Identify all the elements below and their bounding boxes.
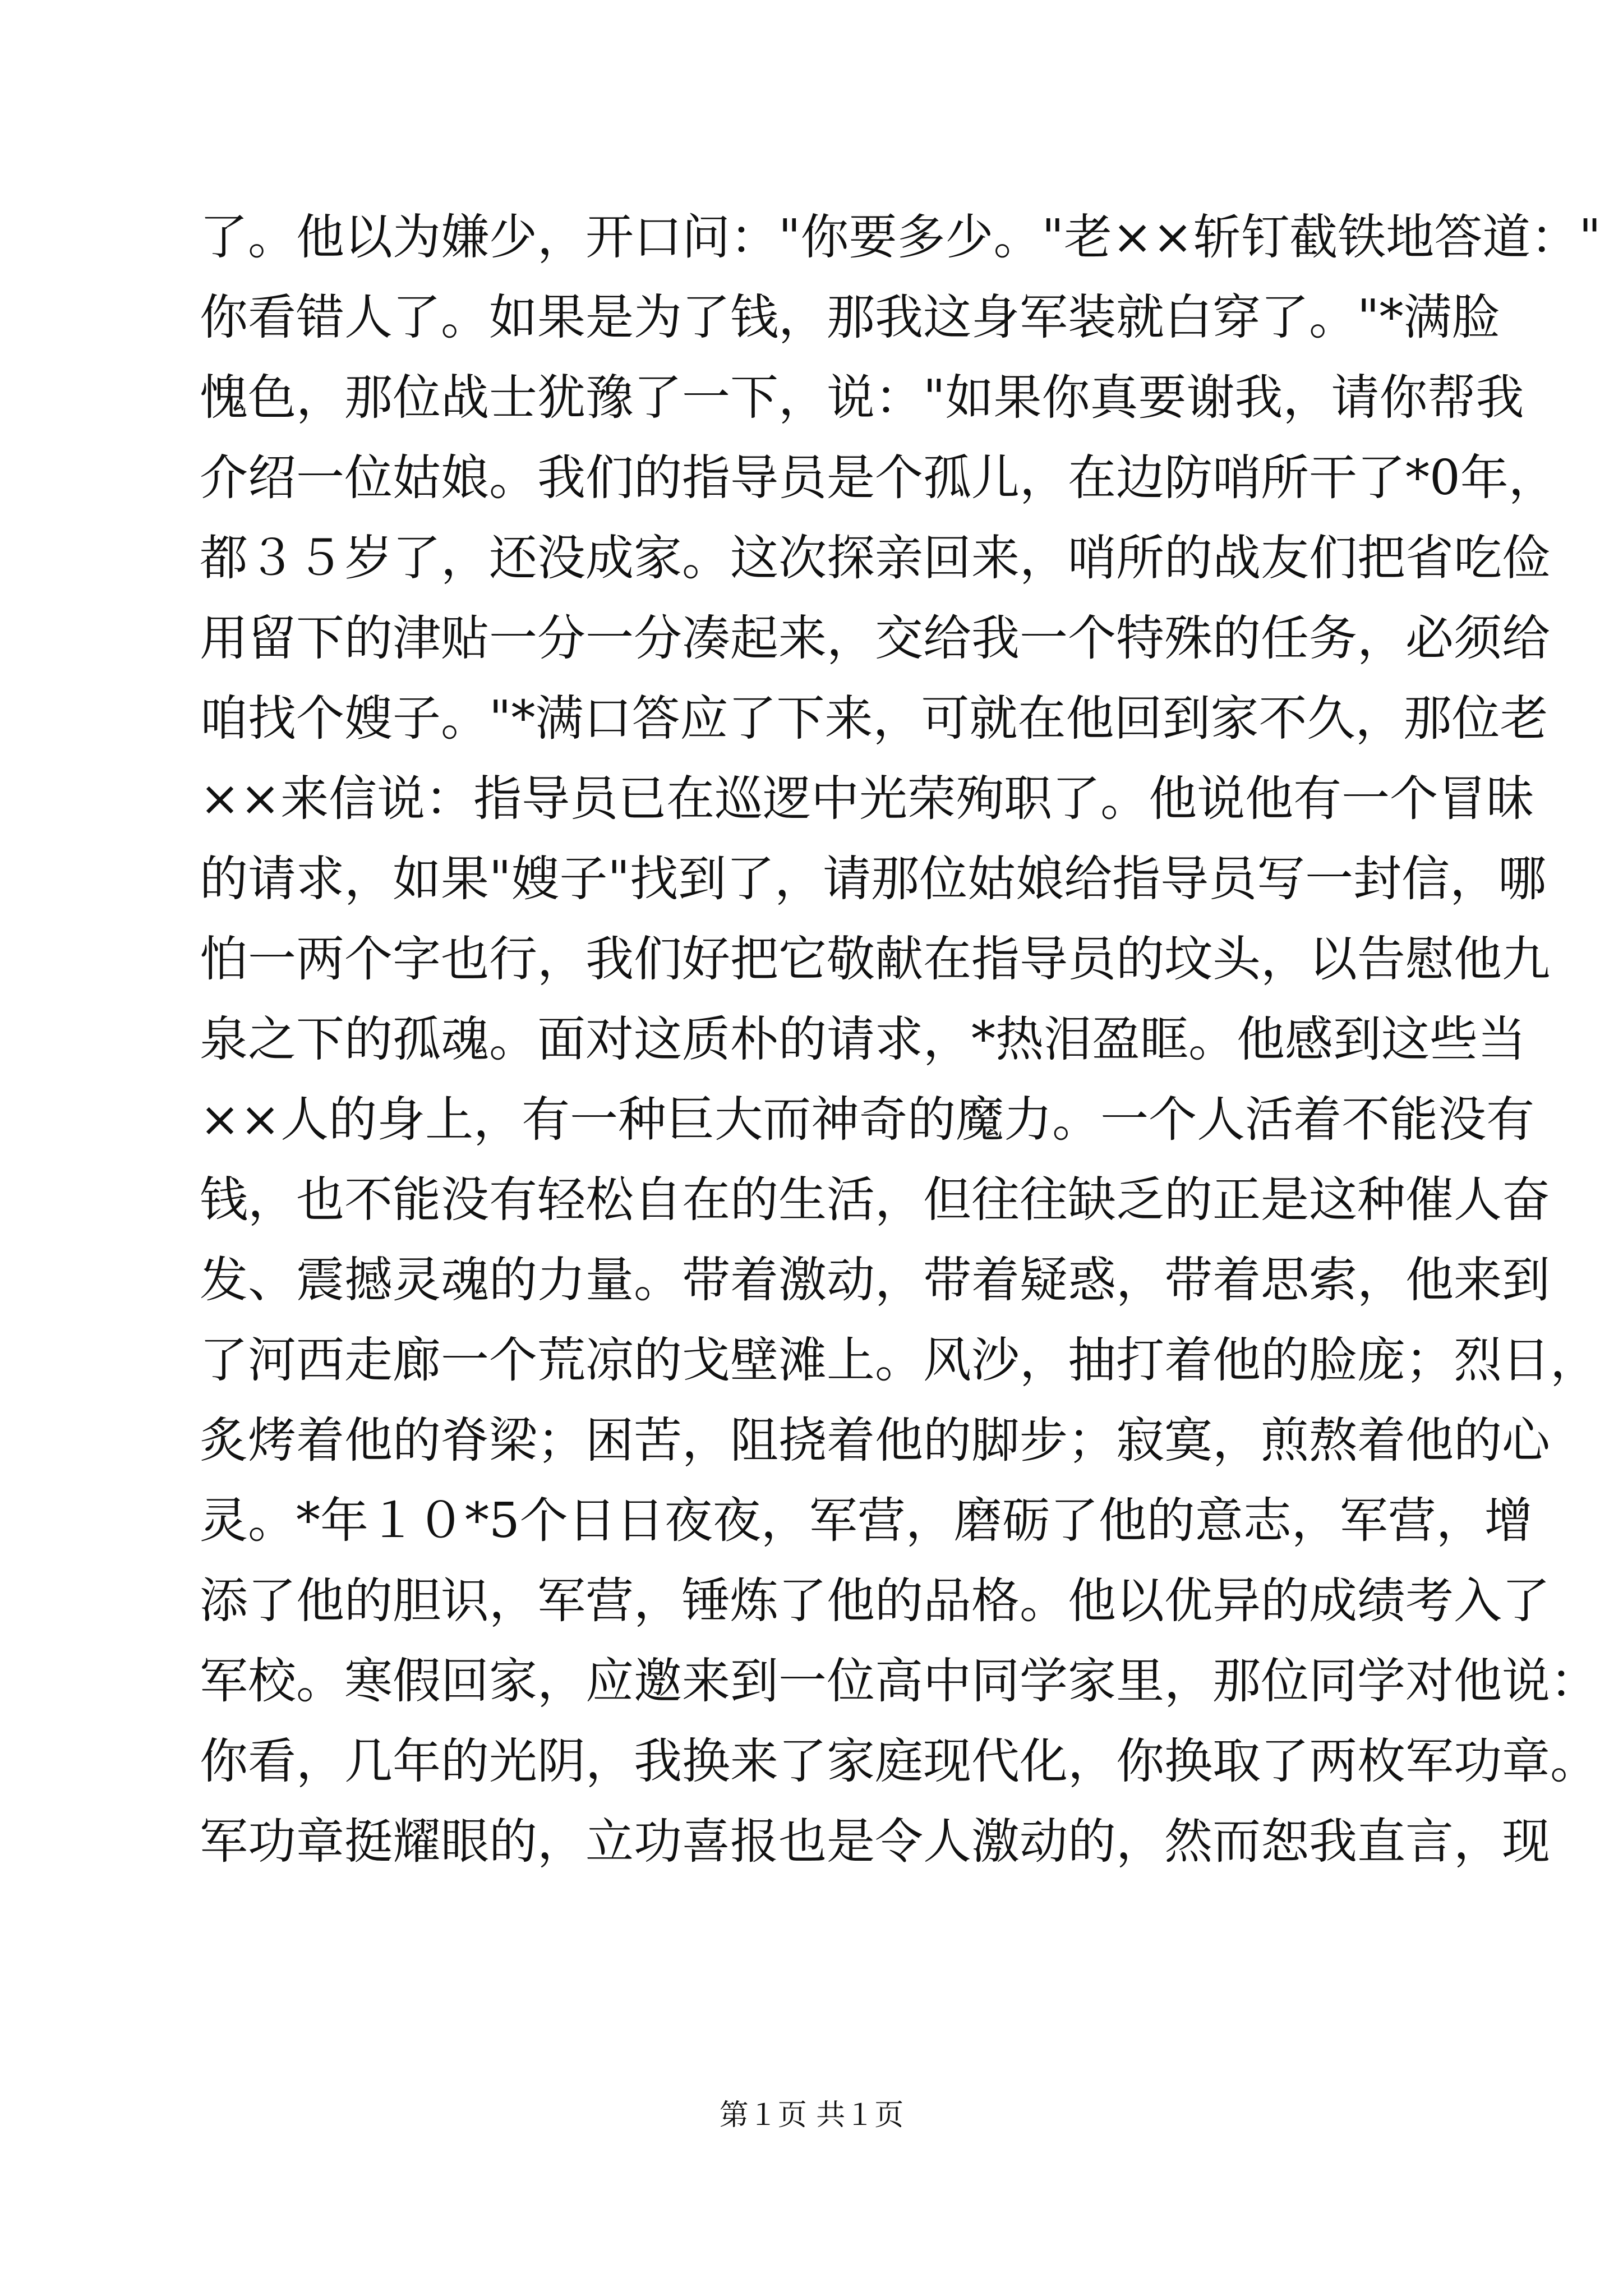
page-number-footer: 第１页 共１页	[719, 2099, 904, 2132]
text-line: 泉之下的孤魂。面对这质朴的请求，*热泪盈眶。他感到这些当	[200, 1011, 1526, 1068]
text-line: 灵。*年１０*5个日日夜夜，军营，磨砺了他的意志，军营，增	[200, 1493, 1533, 1549]
text-line: 军功章挺耀眼的，立功喜报也是令人激动的，然而恕我直言，现	[200, 1814, 1550, 1870]
text-line: 添了他的胆识，军营，锤炼了他的品格。他以优异的成绩考入了	[200, 1573, 1550, 1629]
text-line: ××来信说：指导员已在巡逻中光荣殉职了。他说他有一个冒昧	[200, 771, 1535, 827]
text-line: 了。他以为嫌少，开口问："你要多少。"老××斩钉截铁地答道："	[200, 209, 1601, 265]
text-line: 介绍一位姑娘。我们的指导员是个孤儿，在边防哨所干了*0年，	[200, 450, 1557, 506]
text-line: 愧色，那位战士犹豫了一下，说："如果你真要谢我，请你帮我	[200, 370, 1524, 426]
text-line: 钱，也不能没有轻松自在的生活，但往往缺乏的正是这种催人奋	[200, 1172, 1550, 1228]
text-line: 发、震撼灵魂的力量。带着激动，带着疑惑，带着思索，他来到	[200, 1252, 1550, 1308]
text-line: 都３５岁了，还没成家。这次探亲回来，哨所的战友们把省吃俭	[200, 530, 1550, 586]
text-line: 咱找个嫂子。"*满口答应了下来，可就在他回到家不久，那位老	[200, 691, 1548, 747]
text-line: 了河西走廊一个荒凉的戈壁滩上。风沙，抽打着他的脸庞；烈日，	[200, 1332, 1598, 1388]
text-line: 用留下的津贴一分一分凑起来，交给我一个特殊的任务，必须给	[200, 610, 1550, 666]
text-line: 你看，几年的光阴，我换来了家庭现代化，你换取了两枚军功章。	[200, 1733, 1598, 1789]
body-text	[200, 197, 1601, 1882]
text-line: 炙烤着他的脊梁；困苦，阻挠着他的脚步；寂寞，煎熬着他的心	[200, 1412, 1550, 1469]
text-line: ××人的身上，有一种巨大而神奇的魔力。一个人活着不能没有	[200, 1092, 1535, 1148]
text-line: 怕一两个字也行，我们好把它敬献在指导员的坟头，以告慰他九	[200, 931, 1550, 987]
text-line: 你看错人了。如果是为了钱，那我这身军装就白穿了。"*满脸	[200, 289, 1500, 346]
text-line: 的请求，如果"嫂子"找到了，请那位姑娘给指导员写一封信，哪	[200, 851, 1547, 907]
text-line: 军校。寒假回家，应邀来到一位高中同学家里，那位同学对他说：	[200, 1653, 1598, 1709]
